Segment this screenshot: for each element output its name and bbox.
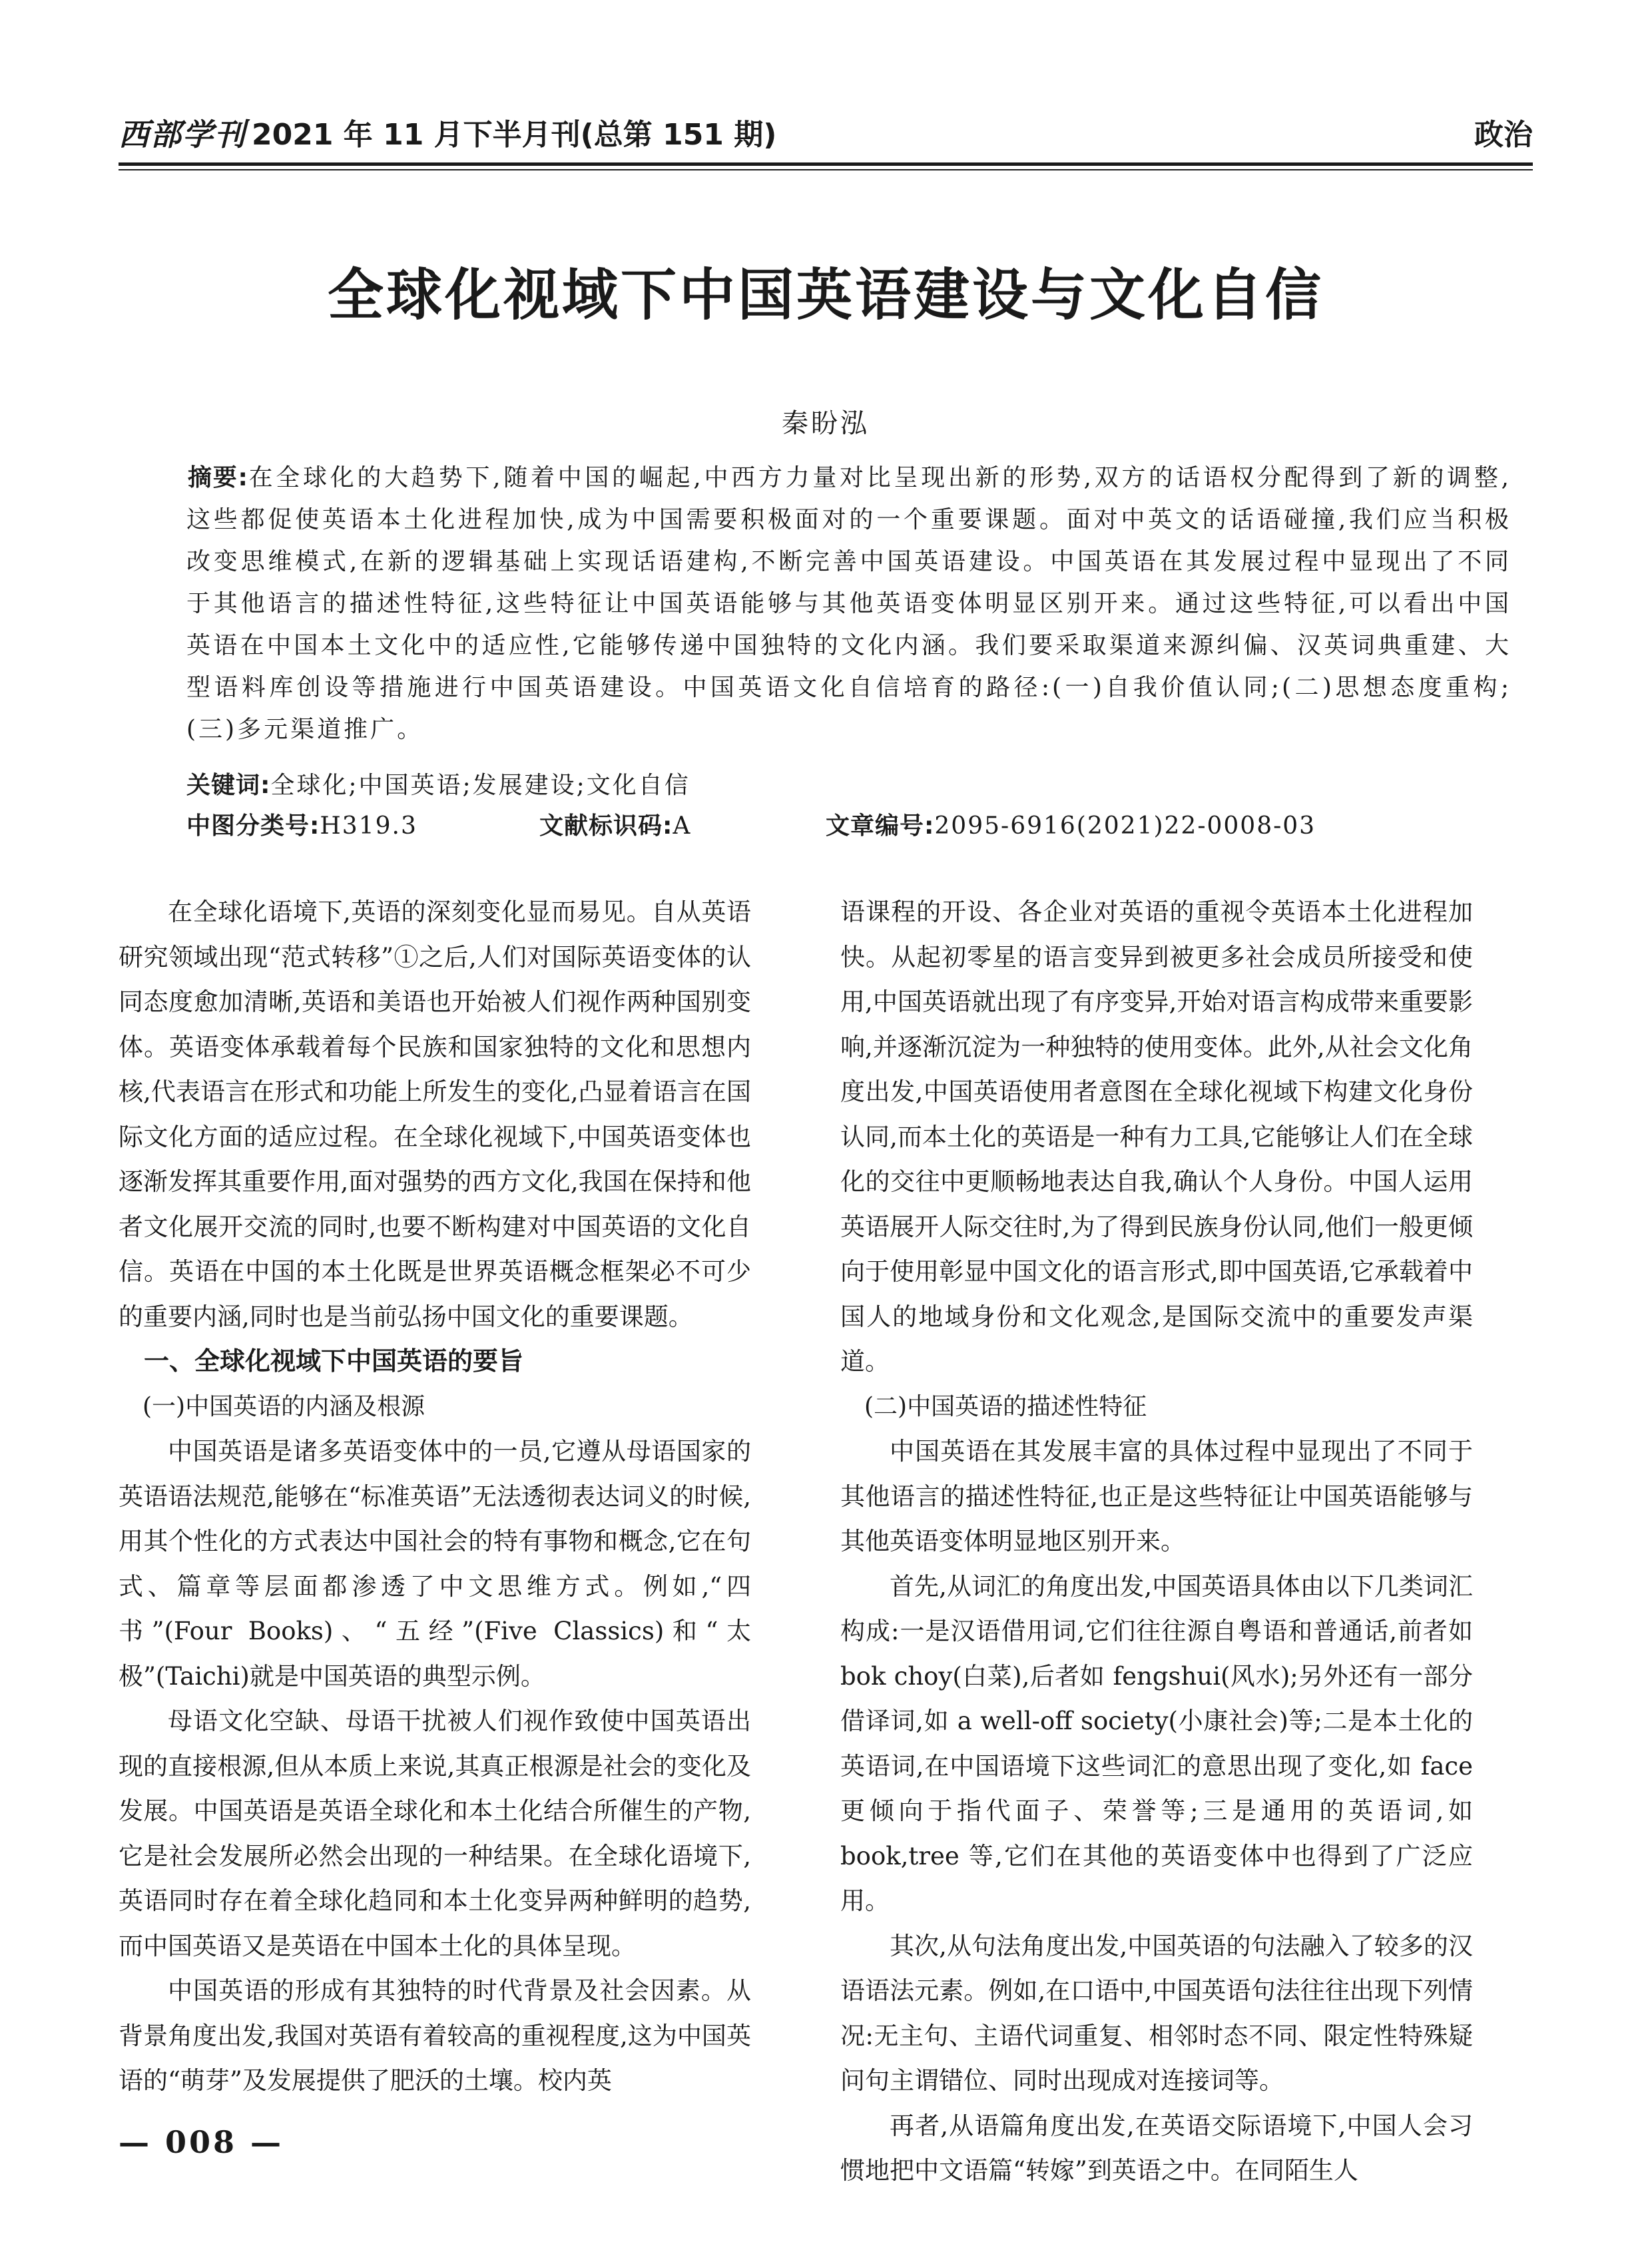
paragraph: 母语文化空缺、母语干扰被人们视作致使中国英语出现的直接根源,但从本质上来说,其真正根源是社会的变化及发展。中国英语是英语全球化和本土化结合所催生的产物,它是社会发展所必然会出现的一种结果。在全球化语境下,英语同时存在着全球化趋同和本土化变异两种鲜明的趋势,而中国英语又是英语在中国本土化的具体呈现。 <box>119 1707 751 1960</box>
keywords-text: 全球化;中国英语;发展建设;文化自信 <box>270 772 690 799</box>
doc-value: A <box>673 812 692 840</box>
abstract-label: 摘要: <box>188 464 248 491</box>
document-code <box>539 807 691 841</box>
paragraph: 再者,从语篇角度出发,在英语交际语境下,中国人会习惯地把中文语篇“转嫁”到英语之中。在同陌生人 <box>840 2111 1473 2185</box>
issue-info: 2021 年 11 月下半月刊(总第 151 期) <box>252 118 777 152</box>
article-number <box>826 807 1316 841</box>
right-column <box>840 890 1473 2193</box>
header-rule <box>119 162 1533 166</box>
section-label: 政治 <box>1474 118 1533 152</box>
paragraph: 在全球化语境下,英语的深刻变化显而易见。自从英语研究领域出现“范式转移”①之后,人们对国际英语变体的认同态度愈加清晰,英语和美语也开始被人们视作两种国别变体。英语变体承载着每个民族和国家独特的文化和思想内核,代表语言在形式和功能上所发生的变化,凸显着语言在国际文化方面的适应过程。在全球化视域下,中国英语变体也逐渐发挥其重要作用,面对强势的西方文化,我国在保持和他者文化展开交流的同时,也要不断构建对中国英语的文化自信。英语在中国的本土化既是世界英语概念框架必不可少的重要内涵,同时也是当前弘扬中国文化的重要课题。 <box>119 898 751 1331</box>
journal-logo: 西部学刊 <box>119 117 246 152</box>
author-name: 秦盼泓 <box>782 408 870 439</box>
paragraph: 中国英语的形成有其独特的时代背景及社会因素。从背景角度出发,我国对英语有着较高的重视程度,这为中国英语的“萌芽”及发展提供了肥沃的土壤。校内英 <box>119 1976 751 2095</box>
article-title: 全球化视域下中国英语建设与文化自信 <box>327 262 1324 328</box>
subsection-heading: (二)中国英语的描述性特征 <box>864 1392 1147 1420</box>
abstract-text: 在全球化的大趋势下,随着中国的崛起,中西方力量对比呈现出新的形势,双方的话语权分配得到了新的调整,这些都促使英语本土化进程加快,成为中国需要积极面对的一个重要课题。面对中英文的话语碰撞,我们应当积极改变思维模式,在新的逻辑基础上实现话语建构,不断完善中国英语建设。中国英语在其发展过程中显现出了不同于其他语言的描述性特征,这些特征让中国英语能够与其他英语变体明显区别开来。通过这些特征,可以看出中国英语在中国本土文化中的适应性,它能够传递中国独特的文化内涵。我们要采取渠道来源纠偏、汉英词典重建、大型语料库创设等措施进行中国英语建设。中国英语文化自信培育的路径:(一)自我价值认同;(二)思想态度重构;(三)多元渠道推广。 <box>186 464 1512 743</box>
clc-label: 中图分类号: <box>186 812 320 840</box>
abstract <box>186 457 1512 750</box>
paragraph: 中国英语是诸多英语变体中的一员,它遵从母语国家的英语语法规范,能够在“标准英语”无法透彻表达词义的时候,用其个性化的方式表达中国社会的特有事物和概念,它在句式、篇章等层面都渗透了中文思维方式。例如,“四书”(Four Books)、“五经”(Five Classics)和“太极”(Taichi)就是中国英语的典型示例。 <box>119 1437 751 1691</box>
running-header <box>119 105 1533 158</box>
article-label: 文章编号: <box>826 812 935 840</box>
header-rule-thin <box>119 169 1533 170</box>
subsection-heading: (一)中国英语的内涵及根源 <box>142 1392 425 1420</box>
keywords-label: 关键词: <box>186 772 271 799</box>
page-number: — 008 — <box>119 2124 284 2160</box>
paragraph: 首先,从词汇的角度出发,中国英语具体由以下几类词汇构成:一是汉语借用词,它们往往源自粤语和普通话,前者如 bok choy(白菜),后者如 fengshui(风水);另外还有一部分借译词,如 a well-off society(小康社会)等;二是本土化的英语词,在中国语境下这些词汇的意思出现了变化,如 face 更倾向于指代面子、荣誉等;三是通用的英语词,如 book,tree 等,它们在其他的英语变体中也得到了广泛应用。 <box>840 1571 1473 1915</box>
classification-meta <box>186 807 1512 847</box>
left-column <box>119 890 751 2103</box>
doc-label: 文献标识码: <box>539 812 673 840</box>
keywords <box>186 766 1512 806</box>
paragraph: 中国英语在其发展丰富的具体过程中显现出了不同于其他语言的描述性特征,也正是这些特征让中国英语能够与其他英语变体明显地区别开来。 <box>840 1437 1473 1555</box>
paragraph: 其次,从句法角度出发,中国英语的句法融入了较多的汉语语法元素。例如,在口语中,中国英语句法往往出现下列情况:无主句、主语代词重复、相邻时态不同、限定性特殊疑问句主谓错位、同时出现成对连接词等。 <box>840 1931 1473 2095</box>
article-value: 2095-6916(2021)22-0008-03 <box>934 812 1316 840</box>
clc-value: H319.3 <box>320 812 417 840</box>
paragraph-continued: 语课程的开设、各企业对英语的重视令英语本土化进程加快。从起初零星的语言变异到被更多社会成员所接受和使用,中国英语就出现了有序变异,开始对语言构成带来重要影响,并逐渐沉淀为一种独特的使用变体。此外,从社会文化角度出发,中国英语使用者意图在全球化视域下构建文化身份认同,而本土化的英语是一种有力工具,它能够让人们在全球化的交往中更顺畅地表达自我,确认个人身份。中国人运用英语展开人际交往时,为了得到民族身份认同,他们一般更倾向于使用彰显中国文化的语言形式,即中国英语,它承载着中国人的地域身份和文化观念,是国际交流中的重要发声渠道。 <box>840 898 1473 1376</box>
clc-number <box>186 807 417 841</box>
section-heading: 一、全球化视域下中国英语的要旨 <box>144 1346 524 1376</box>
